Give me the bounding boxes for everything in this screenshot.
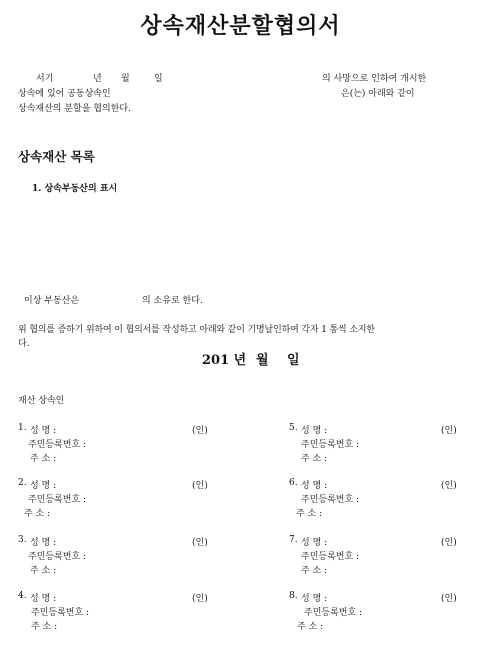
heir-7-name-field: 성 명 : <box>301 538 328 548</box>
intro-day-label: 일 <box>154 74 163 84</box>
heir-1-number: 1. <box>18 423 27 433</box>
estate-heading: 상속재산 목록 <box>18 149 95 164</box>
date-year: 201 년 <box>202 353 247 368</box>
heir-8-number: 8. <box>289 591 298 601</box>
estate-item-realestate: 1. 상속부동산의 표시 <box>32 184 118 194</box>
ownership-left: 이상 부동산은 <box>24 296 80 306</box>
heirs-heading: 재산 상속인 <box>18 396 65 406</box>
heir-5-name-field: 성 명 : <box>301 426 328 436</box>
heir-2-name-field: 성 명 : <box>30 481 57 491</box>
heir-2-seal: (인) <box>192 481 208 491</box>
intro-month-label: 월 <box>121 74 130 84</box>
heir-4-id-field: 주민등록번호 : <box>31 608 90 618</box>
intro-line3: 상속재산의 분할을 협의한다. <box>18 104 131 114</box>
heir-1-seal: (인) <box>192 426 208 436</box>
heir-6-seal: (인) <box>441 481 457 491</box>
heir-2-id-field: 주민등록번호 : <box>28 495 87 505</box>
heir-1-name-field: 성 명 : <box>30 426 57 436</box>
heir-3-number: 3. <box>18 535 27 545</box>
heir-4-address-field: 주 소 : <box>31 622 58 632</box>
ownership-right: 의 소유로 한다. <box>142 296 203 306</box>
heir-7-seal: (인) <box>441 538 457 548</box>
date-day: 일 <box>287 353 300 368</box>
heir-3-id-field: 주민등록번호 : <box>28 552 87 562</box>
document-title: 상속재산분할협의서 <box>140 13 341 39</box>
heir-7-id-field: 주민등록번호 : <box>301 552 360 562</box>
heir-2-number: 2. <box>18 478 27 488</box>
statement-line1: 위 협의를 증하기 위하여 이 협의서를 작성하고 아래와 같이 기명날인하여 각자 1 통씩 소지한 <box>18 325 375 335</box>
heir-8-seal: (인) <box>441 594 457 604</box>
heir-1-address-field: 주 소 : <box>30 454 57 464</box>
heir-6-address-field: 주 소 : <box>296 509 323 519</box>
heir-3-address-field: 주 소 : <box>30 566 57 576</box>
intro-line2-right: 은(는) 아래와 같이 <box>341 89 415 99</box>
heir-7-number: 7. <box>289 535 298 545</box>
heir-4-name-field: 성 명 : <box>30 594 57 604</box>
heir-8-address-field: 주 소 : <box>297 622 324 632</box>
heir-8-id-field: 주민등록번호 : <box>304 608 363 618</box>
heir-5-number: 5. <box>289 423 298 433</box>
heir-7-address-field: 주 소 : <box>301 566 328 576</box>
date-month: 월 <box>256 353 269 368</box>
heir-5-id-field: 주민등록번호 : <box>301 440 360 450</box>
intro-year-label: 년 <box>93 74 102 84</box>
heir-3-name-field: 성 명 : <box>30 538 57 548</box>
intro-era-label: 서기 <box>36 74 54 84</box>
heir-6-number: 6. <box>289 478 298 488</box>
heir-4-seal: (인) <box>192 594 208 604</box>
heir-6-name-field: 성 명 : <box>301 481 328 491</box>
heir-4-number: 4. <box>18 591 27 601</box>
heir-5-address-field: 주 소 : <box>301 454 328 464</box>
intro-line1-right: 의 사망으로 인하여 개시한 <box>322 74 427 84</box>
heir-8-name-field: 성 명 : <box>301 594 328 604</box>
heir-2-address-field: 주 소 : <box>24 509 51 519</box>
intro-line2-left: 상속에 있어 공동상속인 <box>18 89 111 99</box>
heir-1-id-field: 주민등록번호 : <box>28 440 87 450</box>
statement-line2: 다. <box>18 339 30 349</box>
heir-6-id-field: 주민등록번호 : <box>301 495 360 505</box>
heir-3-seal: (인) <box>192 538 208 548</box>
heir-5-seal: (인) <box>441 426 457 436</box>
